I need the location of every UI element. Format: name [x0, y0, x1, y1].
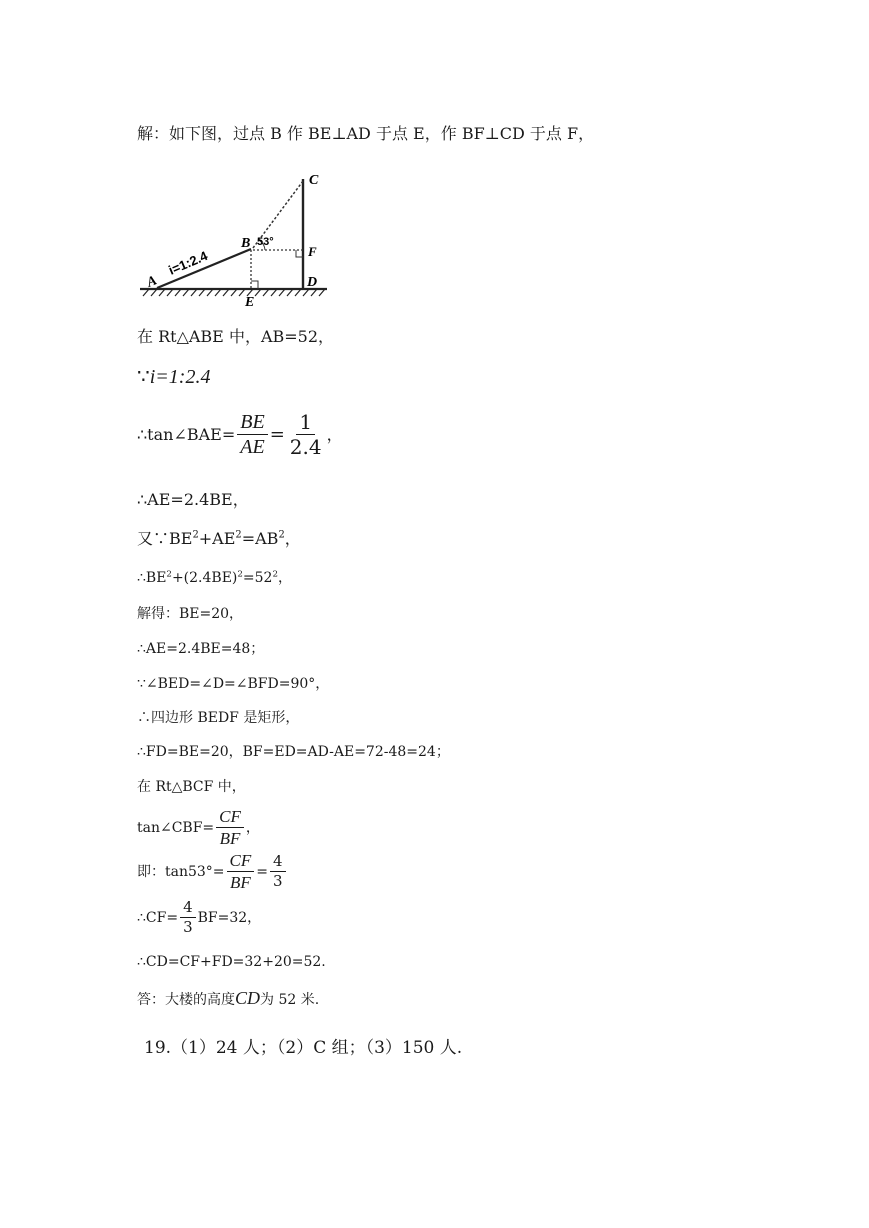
slope-label: i=1:2.4 — [166, 247, 210, 278]
line-substitution — [137, 571, 292, 585]
line-ae-48: ∴AE=2.4BE=48； — [137, 641, 265, 657]
label-f: F — [308, 244, 317, 259]
label-e: E — [245, 295, 255, 310]
pyth-part-a: 又∵BE — [137, 529, 193, 548]
pyth-part-b: +AE — [198, 529, 236, 548]
denominator-ae: AE — [240, 436, 265, 458]
pyth-sup-2: 2 — [235, 529, 242, 541]
cf-prefix: ∴CF= — [137, 909, 179, 926]
equals-sign-2: = — [256, 863, 269, 880]
numerator-cf: CF — [216, 808, 244, 828]
slope-expr: i=1:2.4 — [149, 366, 211, 388]
fraction-cf-bf — [216, 808, 244, 847]
tan-bae-prefix: ∴tan∠BAE= — [137, 424, 236, 444]
sub-part-d: ， — [278, 570, 292, 586]
line-ae-2.4be: ∴AE=2.4BE， — [137, 490, 249, 509]
fraction-4-3 — [270, 854, 286, 889]
line-rt-abe: 在 Rt△ABE 中，AB=52， — [137, 327, 335, 346]
intro-line: 解：如下图，过点 B 作 BE⊥AD 于点 E，作 BF⊥CD 于点 F， — [137, 124, 595, 143]
geometry-figure — [137, 165, 332, 313]
numerator-be: BE — [237, 412, 267, 435]
denominator-2.4: 2.4 — [289, 435, 322, 459]
denominator-bf: BF — [219, 829, 241, 848]
line-tan-cbf — [137, 808, 260, 847]
fraction-cf-bf-2 — [227, 852, 255, 891]
right-angle-mark-e — [251, 281, 258, 289]
denominator-3-b: 3 — [183, 918, 193, 936]
pyth-sup-1: 2 — [192, 529, 199, 541]
line-cd-52: ∴CD=CF+FD=32+20=52. — [137, 954, 326, 970]
line-right-angles: ∵∠BED=∠D=∠BFD=90°， — [137, 676, 330, 692]
label-a: A — [144, 273, 160, 291]
fraction-1-2.4 — [287, 412, 325, 457]
fraction-be-ae — [237, 412, 267, 457]
pyth-part-d: ， — [284, 529, 301, 548]
question-19-answer: 19.（1）24 人；（2）C 组；（3）150 人. — [144, 1038, 463, 1058]
label-d: D — [307, 275, 318, 290]
answer-var-cd: CD — [235, 988, 261, 1008]
denominator-bf-2: BF — [230, 873, 251, 892]
sub-part-c: =52 — [242, 570, 273, 586]
tan-cbf-prefix: tan∠CBF= — [137, 819, 215, 836]
sub-sup-3: 2 — [272, 569, 278, 580]
line-tan-bae — [137, 412, 343, 457]
tan53-prefix: 即：tan53°= — [137, 863, 225, 880]
tan-bae-suffix: ， — [326, 424, 343, 444]
sub-part-a: ∴BE — [137, 570, 167, 586]
line-slope-ratio — [137, 366, 210, 387]
line-rectangle: ∴四边形 BEDF 是矩形， — [137, 710, 300, 726]
line-solve-be: 解得：BE=20， — [137, 606, 244, 622]
tan-cbf-suffix: ， — [245, 819, 260, 836]
answer-prefix: 答：大楼的高度 — [137, 992, 235, 1008]
numerator-4: 4 — [270, 854, 286, 872]
line-fd-bf: ∴FD=BE=20，BF=ED=AD-AE=72-48=24； — [137, 744, 450, 760]
label-c: C — [309, 173, 319, 188]
line-cf-32 — [137, 900, 261, 935]
sub-sup-2: 2 — [237, 569, 243, 580]
angle-label: 53° — [257, 236, 274, 248]
answer-suffix: 为 52 米. — [260, 992, 320, 1008]
fraction-4-3-b — [180, 900, 196, 935]
numerator-cf-2: CF — [227, 852, 255, 872]
pyth-part-c: =AB — [241, 529, 279, 548]
because-symbol: ∵ — [137, 364, 150, 388]
cf-suffix: BF=32， — [197, 909, 262, 926]
line-pythagoras — [137, 531, 301, 547]
numerator-4-b: 4 — [180, 900, 196, 918]
label-b: B — [241, 236, 251, 251]
sub-part-b: +(2.4BE) — [171, 570, 238, 586]
pyth-sup-3: 2 — [278, 529, 285, 541]
line-answer — [137, 989, 319, 1007]
line-tan53 — [137, 852, 288, 891]
denominator-3: 3 — [273, 872, 283, 890]
numerator-1: 1 — [296, 412, 315, 435]
sub-sup-1: 2 — [166, 569, 172, 580]
equals-sign: = — [269, 423, 285, 445]
line-rt-bcf: 在 Rt△BCF 中， — [137, 779, 246, 795]
